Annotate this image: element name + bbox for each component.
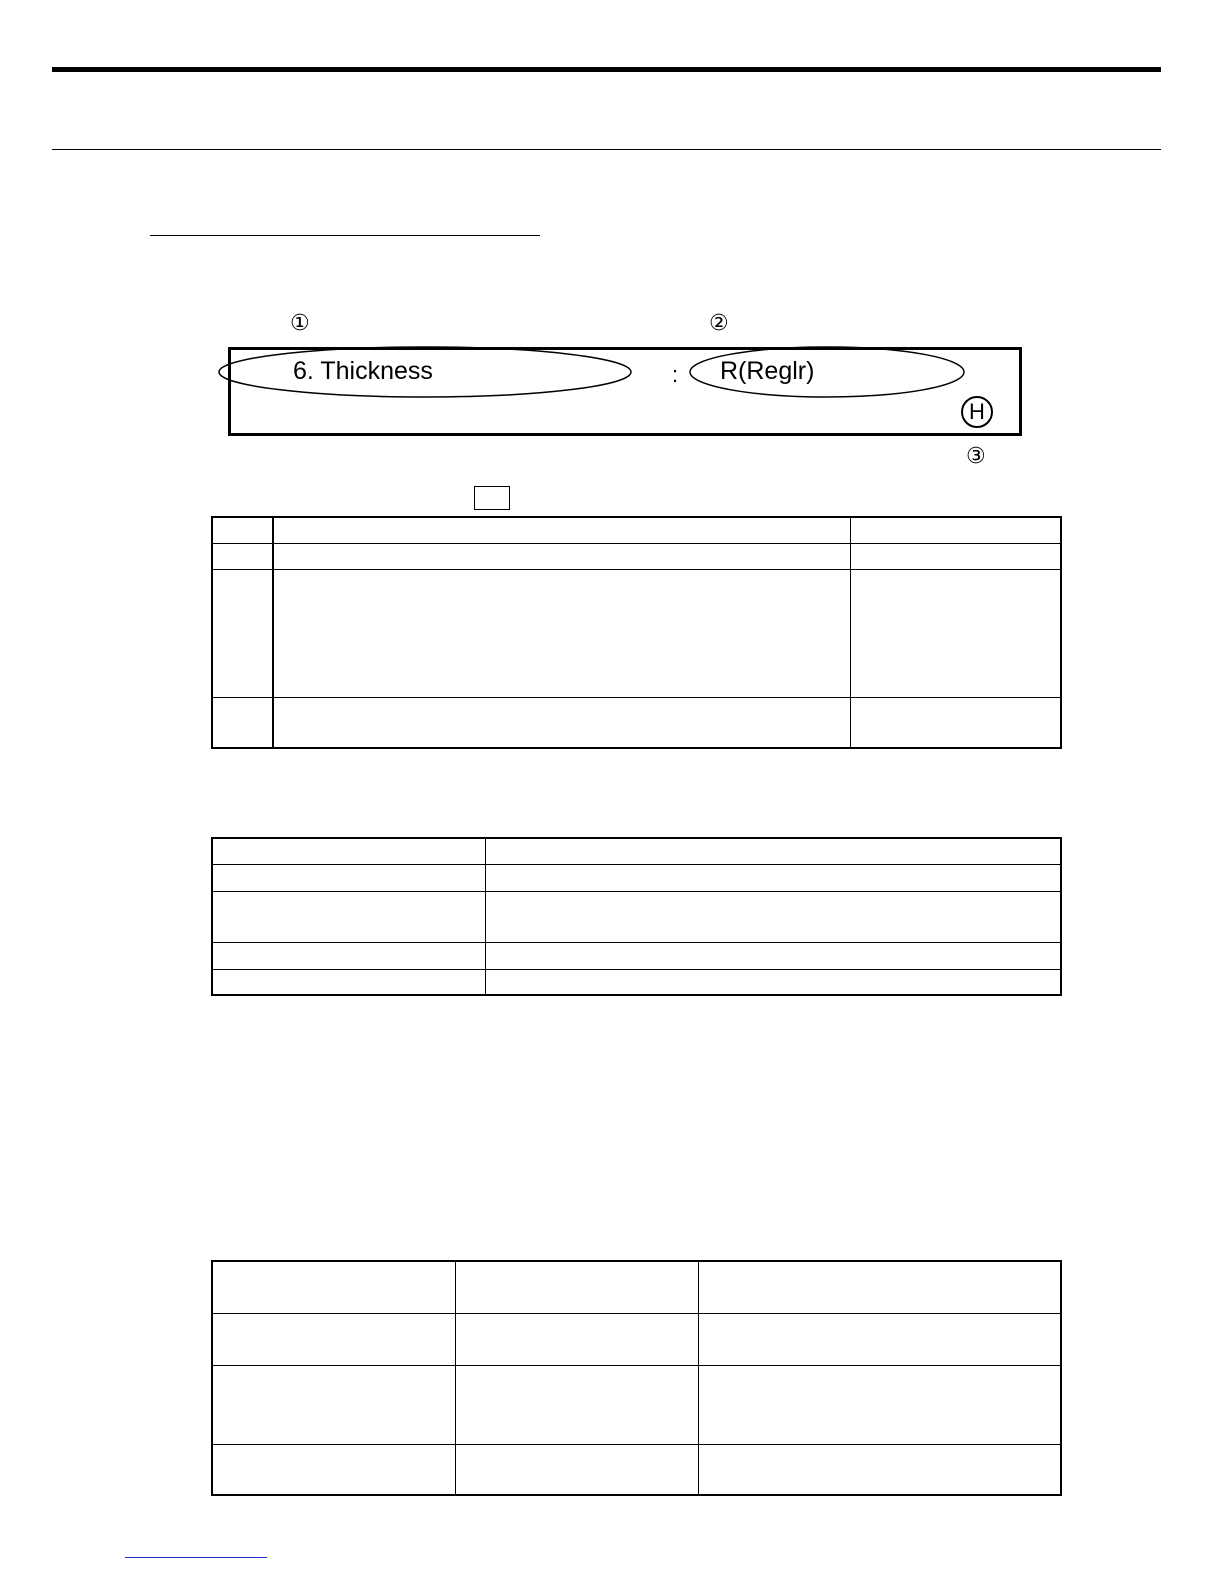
table-cell	[455, 1261, 698, 1313]
setting-value: R(Reglr)	[720, 357, 815, 385]
table-cell	[698, 1365, 1061, 1444]
table-cell	[273, 543, 850, 569]
table-row	[212, 543, 1061, 569]
table-cell	[455, 1365, 698, 1444]
table-cell	[485, 838, 1061, 864]
table-cell	[212, 1365, 455, 1444]
table-row	[212, 697, 1061, 748]
table-cell	[212, 891, 485, 942]
table-cell	[273, 569, 850, 697]
table-row	[212, 569, 1061, 697]
description-table	[211, 837, 1062, 996]
table-cell	[212, 864, 485, 891]
table-cell	[850, 517, 1061, 543]
table-cell	[212, 1444, 455, 1495]
table-cell	[212, 517, 273, 543]
table-row	[212, 838, 1061, 864]
table-cell	[698, 1313, 1061, 1365]
section-heading-underline	[150, 235, 540, 236]
table-cell	[212, 1261, 455, 1313]
table-cell	[850, 569, 1061, 697]
table-cell	[485, 864, 1061, 891]
indicator-label: H	[969, 399, 985, 424]
table-cell	[485, 969, 1061, 995]
table-row	[212, 1261, 1061, 1313]
table-cell	[455, 1313, 698, 1365]
table-cell	[212, 697, 273, 748]
table-row	[212, 1365, 1061, 1444]
key-box	[474, 486, 510, 510]
table-cell	[273, 517, 850, 543]
table-cell	[212, 838, 485, 864]
table-cell	[212, 942, 485, 969]
header-rule-thin	[52, 149, 1161, 150]
table-row	[212, 1444, 1061, 1495]
callout-marker-2: ②	[709, 311, 729, 336]
table-row	[212, 1313, 1061, 1365]
table-cell	[485, 891, 1061, 942]
table-row	[212, 969, 1061, 995]
table-cell	[212, 969, 485, 995]
table-cell	[850, 697, 1061, 748]
callout-marker-1: ①	[290, 311, 310, 336]
header-rule-thick	[52, 67, 1161, 72]
h-indicator-icon	[961, 396, 993, 428]
setting-item-label: 6. Thickness	[293, 357, 433, 385]
table-cell	[212, 543, 273, 569]
table-row	[212, 891, 1061, 942]
table-cell	[455, 1444, 698, 1495]
table-cell	[485, 942, 1061, 969]
table-row	[212, 864, 1061, 891]
table-cell	[850, 543, 1061, 569]
separator: :	[672, 362, 679, 387]
footer-link-underline[interactable]	[125, 1557, 267, 1558]
table-cell	[698, 1444, 1061, 1495]
reference-table	[211, 1260, 1062, 1496]
table-cell	[698, 1261, 1061, 1313]
settings-table	[211, 516, 1062, 749]
callout-marker-3: ③	[966, 444, 986, 469]
table-cell	[212, 569, 273, 697]
table-cell	[212, 1313, 455, 1365]
table-row	[212, 517, 1061, 543]
table-row	[212, 942, 1061, 969]
table-cell	[273, 697, 850, 748]
